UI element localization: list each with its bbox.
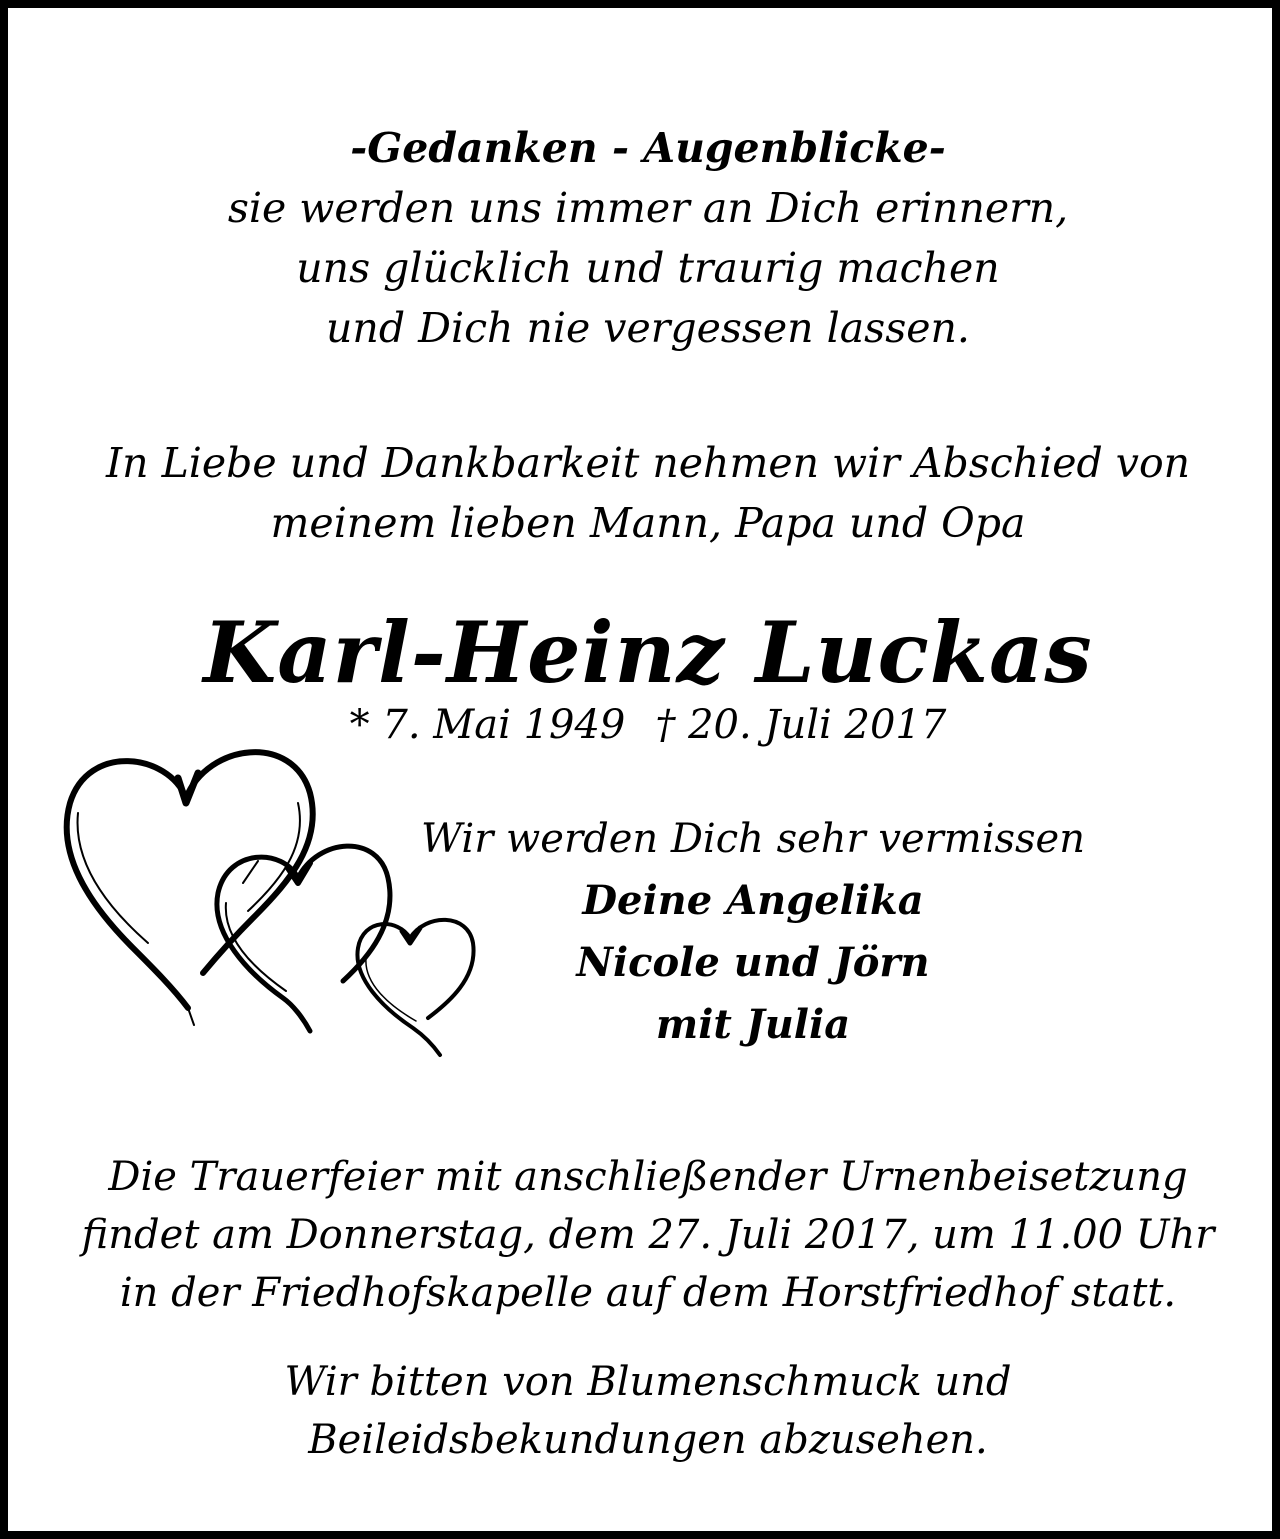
mourners-block <box>418 808 1088 1056</box>
note-line: Beileidsbekundungen abzusehen. <box>308 1417 988 1463</box>
deceased-name: Karl-Heinz Luckas <box>203 603 1093 702</box>
mourner-name: Deine Angelika <box>582 877 924 924</box>
poem-block <box>8 118 1280 358</box>
note-block <box>8 1353 1280 1469</box>
birth-date: * 7. Mai 1949 <box>349 702 626 748</box>
poem-line: uns glücklich und traurig machen <box>296 244 1000 292</box>
funeral-line: findet am Donnerstag, dem 27. Juli 2017, um 11.00 Uhr <box>81 1212 1215 1258</box>
funeral-block <box>8 1148 1280 1322</box>
poem-title: -Gedanken - Augenblicke- <box>350 124 946 172</box>
mourner-name: Nicole und Jörn <box>576 939 930 986</box>
farewell-message: Wir werden Dich sehr vermissen <box>421 816 1085 862</box>
poem-line: sie werden uns immer an Dich erinnern, <box>227 184 1069 232</box>
poem-line: und Dich nie vergessen lassen. <box>326 304 970 352</box>
funeral-line: in der Friedhofskapelle auf dem Horstfriedhof statt. <box>119 1270 1177 1316</box>
mourner-name: mit Julia <box>655 1001 851 1048</box>
intro-line: In Liebe und Dankbarkeit nehmen wir Abschied von <box>105 439 1191 487</box>
intro-block <box>8 433 1280 553</box>
note-line: Wir bitten von Blumenschmuck und <box>284 1359 1012 1405</box>
funeral-line: Die Trauerfeier mit anschließender Urnenbeisetzung <box>108 1154 1188 1200</box>
death-date: † 20. Juli 2017 <box>655 702 947 748</box>
intro-line: meinem lieben Mann, Papa und Opa <box>270 499 1026 547</box>
